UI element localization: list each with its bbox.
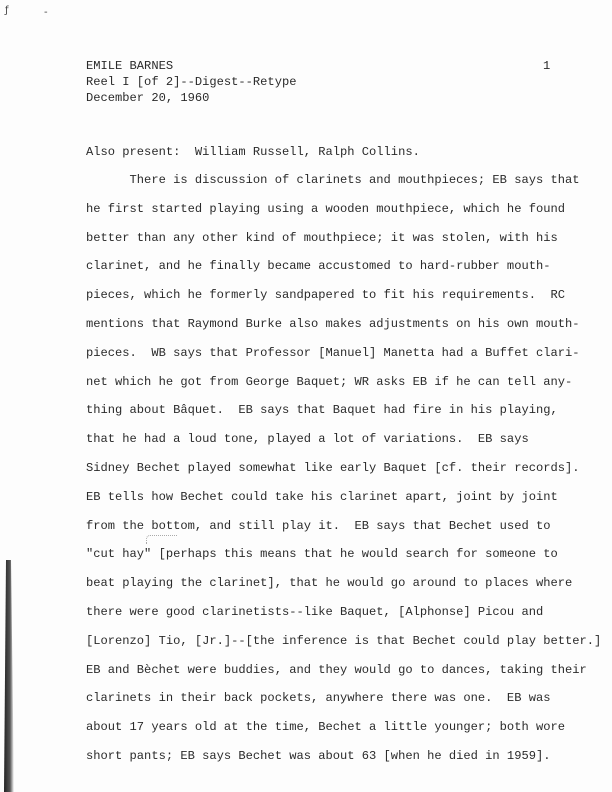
text-line: EB tells how Bechet could take his clarinet apart, joint by joint bbox=[86, 489, 558, 504]
reel-info: Reel I [of 2]--Digest--Retype bbox=[86, 75, 297, 89]
text-line: better than any other kind of mouthpiece; it was stolen, with his bbox=[86, 230, 558, 245]
text-line: Sidney Bechet played somewhat like early Baquet [cf. their records]. bbox=[86, 461, 580, 475]
text-line: thing about Bâquet. EB says that Baquet had fire in his playing, bbox=[86, 403, 558, 418]
page-number: 1 bbox=[543, 59, 551, 73]
text-line: about 17 years old at the time, Bechet a little younger; both wore bbox=[86, 720, 565, 735]
scan-mark: ƒ bbox=[5, 5, 9, 16]
handwritten-annotation bbox=[146, 535, 177, 544]
text-line: There is discussion of clarinets and mouthpieces; EB says that bbox=[86, 173, 580, 187]
text-line: [Lorenzo] Tio, [Jr.]--[the inference is that Bechet could play better.] bbox=[86, 633, 602, 648]
text-line: mentions that Raymond Burke also makes adjustments on his own mouth- bbox=[86, 317, 580, 331]
text-line: clarinets in their back pockets, anywhere there was one. EB was bbox=[86, 691, 551, 706]
text-line: from the bottom, and still play it. EB says that Bechet used to bbox=[86, 518, 551, 533]
text-line: "cut hay" [perhaps this means that he would search for someone to bbox=[86, 547, 558, 562]
text-line: pieces. WB says that Professor [Manuel] Manetta had a Buffet clari- bbox=[86, 345, 580, 360]
text-line: there were good clarinetists--like Baquet, [Alphonse] Picou and bbox=[86, 605, 544, 619]
text-line: clarinet, and he finally became accustomed to hard-rubber mouth- bbox=[86, 259, 551, 274]
interviewee-name: EMILE BARNES bbox=[86, 59, 174, 73]
text-line: net which he got from George Baquet; WR asks EB if he can tell any- bbox=[86, 374, 573, 389]
also-present: Also present: William Russell, Ralph Collins. bbox=[86, 145, 420, 159]
text-line: that he had a loud tone, played a lot of variations. EB says bbox=[86, 432, 529, 447]
interview-date: December 20, 1960 bbox=[86, 91, 210, 105]
text-line: pieces, which he formerly sandpapered to fit his requirements. RC bbox=[86, 288, 565, 303]
scan-edge-shadow bbox=[4, 560, 14, 792]
text-line: EB and Bèchet were buddies, and they would go to dances, taking their bbox=[86, 662, 587, 677]
text-line: short pants; EB says Bechet was about 63 [when he died in 1959]. bbox=[86, 749, 551, 763]
text-line: beat playing the clarinet], that he would go around to places where bbox=[86, 576, 573, 591]
text-line: he first started playing using a wooden mouthpiece, which he found bbox=[86, 201, 565, 216]
scan-mark: - bbox=[44, 7, 48, 18]
